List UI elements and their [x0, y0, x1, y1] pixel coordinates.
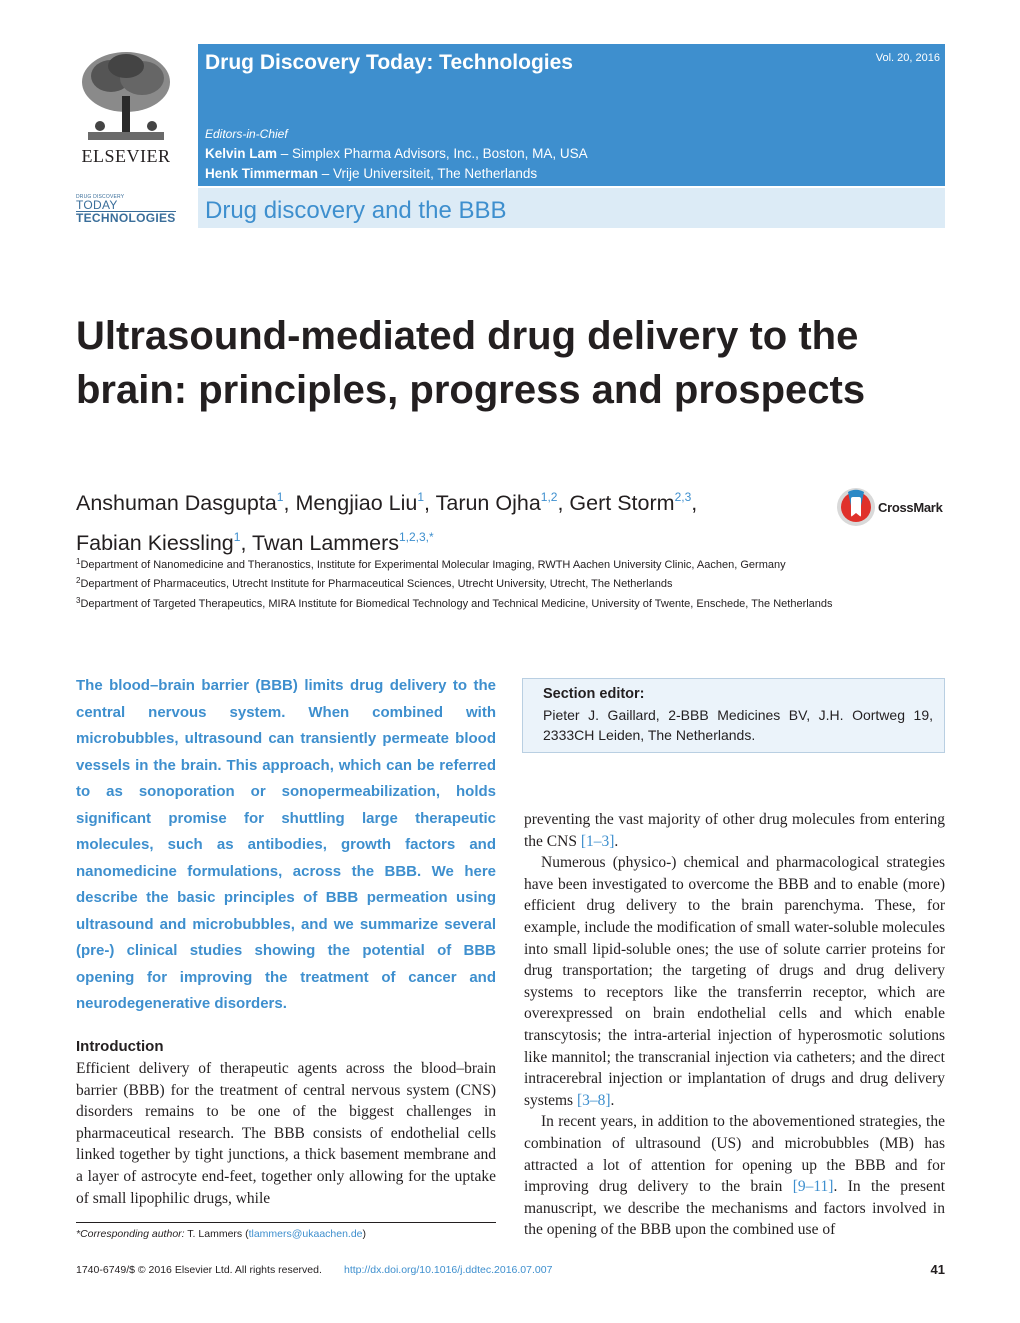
author-affil-ref[interactable]: 2,3	[674, 490, 692, 504]
paragraph-text: .	[610, 1091, 615, 1109]
right-column-body	[524, 809, 945, 1241]
intro-paragraph-left: Efficient delivery of therapeutic agents across the blood–brain barrier (BBB) for the treatment of central nervous system (CNS) disorders remains to be one of the biggest challenges in pharmaceutical research. The BBB consists of endothelial cells linked together by tight junctions, a thick basement membrane and a layer of astrocyte end-feet, together only allowing for the uptake of small lipophilic drugs, while	[76, 1060, 496, 1207]
intro-heading: Introduction	[76, 1038, 164, 1055]
author-affil-ref[interactable]: 1	[276, 490, 284, 504]
elsevier-tree-logo	[76, 48, 176, 144]
journal-logo-line1: DRUG DISCOVERY	[76, 194, 125, 200]
editors-block	[205, 124, 588, 184]
section-editor-text: Pieter J. Gaillard, 2-BBB Medicines BV, J.H. Oortweg 19, 2333CH Leiden, The Netherlands.	[543, 707, 933, 743]
doi-link[interactable]: http://dx.doi.org/10.1016/j.ddtec.2016.07.007	[344, 1264, 553, 1276]
editors-label: Editors-in-Chief	[205, 127, 288, 141]
footnote-label: *Corresponding author:	[76, 1228, 185, 1240]
abstract: The blood–brain barrier (BBB) limits drug delivery to the central nervous system. When combined with microbubbles, ultrasound can transiently permeate blood vessels in the brain. This approach, which can be referred to as sonoporation or sonopermeabilization, holds significant promise for shuttling large therapeutic molecules, such as antibodies, growth factors and nanomedicine formulations, across the BBB. We here describe the basic principles of BBB permeation using ultrasound and microbubbles, and we summarize several (pre-) clinical studies showing the potential of BBB opening for improving the treatment of cancer and neurodegenerative disorders.	[76, 677, 496, 1012]
crossmark-label[interactable]: CrossMark	[878, 500, 943, 515]
section-editor-label: Section editor:	[543, 686, 645, 702]
author-name: Anshuman Dasgupta	[76, 491, 277, 515]
author-name: Twan Lammers	[252, 531, 399, 555]
editor-name: Kelvin Lam	[205, 146, 278, 161]
affiliation-text: Department of Pharmaceutics, Utrecht Institute for Pharmaceutical Sciences, Utrecht University, Utrecht, The Netherlands	[80, 578, 673, 591]
affiliation-item	[76, 593, 836, 612]
copyright-line: 1740-6749/$ © 2016 Elsevier Ltd. All rights reserved.	[76, 1264, 322, 1276]
topic-title: Drug discovery and the BBB	[205, 197, 507, 224]
paragraph-text: .	[614, 832, 619, 850]
author-email-link[interactable]: tlammers@ukaachen.de	[248, 1228, 363, 1240]
author-separator: ,	[691, 491, 698, 515]
footnote-name: T. Lammers (	[184, 1228, 249, 1240]
journal-title: Drug Discovery Today: Technologies	[205, 51, 573, 74]
publisher-wordmark: ELSEVIER	[81, 146, 171, 166]
journal-logo-line2: TODAY	[76, 198, 118, 212]
author-separator: ,	[240, 531, 253, 555]
citation-link[interactable]: [9–11]	[792, 1178, 834, 1196]
author-separator: ,	[283, 491, 296, 515]
body-paragraph	[524, 1111, 945, 1241]
author-affil-ref[interactable]: 1	[233, 530, 241, 544]
article-title: Ultrasound-mediated drug delivery to the brain: principles, progress and prospects	[76, 314, 866, 412]
paragraph-text: Numerous (physico-) chemical and pharmacological strategies have been investigated to overcome the BBB and to enable (more) efficient drug delivery to the brain parenchyma. These, for example, include the modification of small water-soluble molecules into small lipid-soluble ones; the use of solute carrier proteins for drug transportation; the targeting of drugs and drug delivery systems to receptors like the transferrin receptor, which are overexpressed on brain endothelial cells and which enable transcytosis; the intra-arterial injection of hyperosmotic solutions like mannitol; the transcranial injection via catheters; and the direct intracerebral injection or implantation of drugs and drug delivery systems	[524, 854, 945, 1109]
affiliations	[76, 554, 836, 612]
author-name: Gert Storm	[569, 491, 675, 515]
author-list	[76, 480, 826, 560]
author-name: Tarun Ojha	[435, 491, 541, 515]
affiliation-number: 3	[76, 595, 81, 605]
citation-link[interactable]: [1–3]	[580, 832, 615, 850]
citation-link[interactable]: [3–8]	[576, 1091, 611, 1109]
editor-name: Henk Timmerman	[205, 166, 319, 181]
volume-label: Vol. 20, 2016	[875, 52, 940, 64]
affiliation-number: 1	[76, 557, 81, 566]
editor-affiliation: – Vrije Universiteit, The Netherlands	[318, 166, 538, 181]
paragraph-text: . In the present manuscript, we describe the mechanisms and factors involved in the opening of the BBB upon the combined use of	[524, 1178, 945, 1239]
affiliation-number: 2	[76, 576, 81, 586]
affiliation-text: Department of Targeted Therapeutics, MIRA Institute for Biomedical Technology and Technical Medicine, University of Twente, Enschede, The Netherlands	[80, 597, 833, 610]
author-affil-ref[interactable]: 1,2	[540, 490, 558, 504]
author-name: Fabian Kiessling	[76, 531, 234, 555]
journal-logo	[76, 194, 176, 224]
paragraph-text: preventing the vast majority of other drug molecules from entering the CNS	[524, 811, 945, 850]
author-name: Mengjiao Liu	[295, 491, 418, 515]
journal-logo-line3: TECHNOLOGIES	[76, 211, 176, 225]
page-number: 41	[930, 1262, 945, 1277]
editor-line	[205, 164, 588, 184]
affiliation-text: Department of Nanomedicine and Theranostics, Institute for Experimental Molecular Imaging, RWTH Aachen University Clinic, Aachen, Germany	[80, 559, 786, 571]
author-separator: ,	[424, 491, 436, 515]
paragraph-text: In recent years, in addition to the abovementioned strategies, the combination of ultrasound (US) and microbubbles (MB) has attracted a lot of attention for opening up the BBB and for improving drug delivery to the brain	[524, 1113, 945, 1196]
author-separator: ,	[557, 491, 570, 515]
editor-affiliation: – Simplex Pharma Advisors, Inc., Boston, MA, USA	[277, 146, 588, 161]
author-affil-ref[interactable]: 1	[417, 490, 425, 504]
footnote-rule	[76, 1222, 496, 1223]
affiliation-item	[76, 573, 836, 592]
affiliation-item	[76, 554, 836, 573]
body-paragraph	[524, 809, 945, 852]
editor-line	[205, 144, 588, 164]
footnote-close: )	[362, 1228, 367, 1240]
body-paragraph	[524, 852, 945, 1111]
author-affil-ref[interactable]: 1,2,3,*	[398, 530, 434, 544]
corresponding-author-note	[76, 1228, 366, 1240]
